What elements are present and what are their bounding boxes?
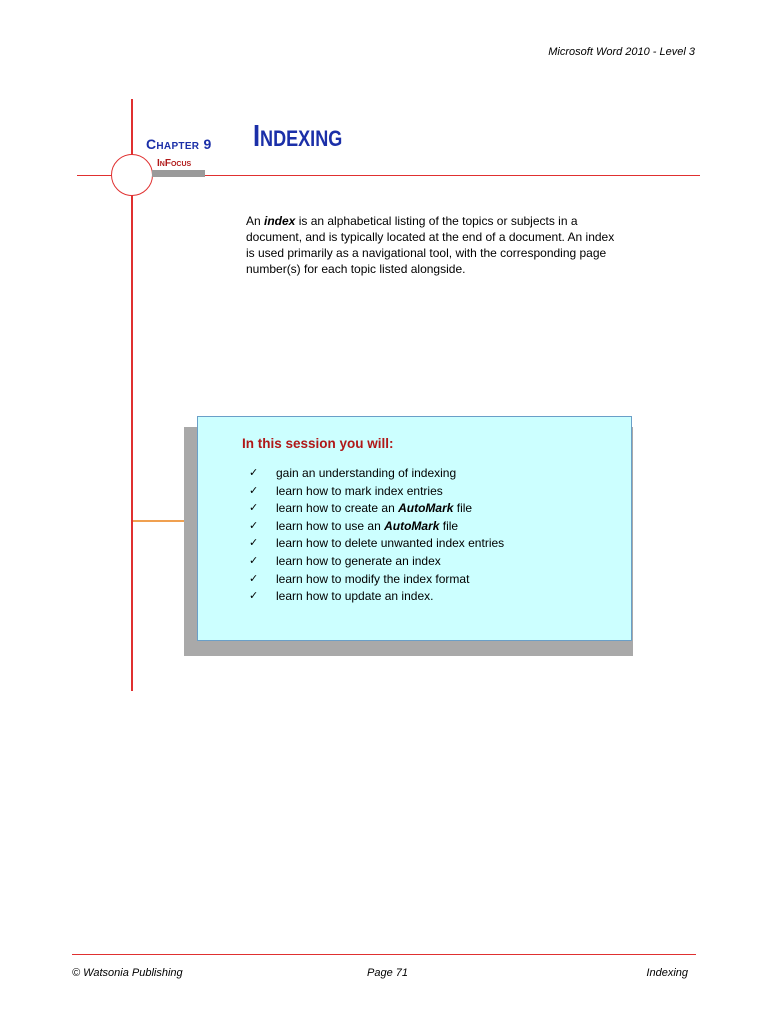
- footer-publisher: © Watsonia Publishing: [72, 967, 183, 979]
- footer-section: Indexing: [646, 967, 688, 979]
- footer-rule: [72, 954, 696, 955]
- checkmark-icon: ✓: [249, 590, 259, 603]
- objective-text-part: learn how to use an: [276, 518, 385, 533]
- objectives-list: [249, 465, 504, 606]
- objective-item: [249, 518, 504, 536]
- objective-text-part: file: [453, 501, 473, 516]
- objective-item: [249, 483, 504, 501]
- objective-text: [276, 465, 456, 483]
- objective-item: [249, 500, 504, 518]
- box-connector-line: [133, 520, 184, 522]
- infocus-bar: [152, 170, 205, 177]
- checkmark-icon: ✓: [249, 502, 259, 515]
- objective-text-part: learn how to delete unwanted index entries: [276, 536, 505, 551]
- checkmark-icon: ✓: [249, 484, 259, 497]
- objective-text: [276, 483, 443, 501]
- checkmark-icon: ✓: [249, 519, 259, 532]
- footer-page-number: Page 71: [367, 967, 408, 979]
- objective-text: [276, 518, 458, 536]
- objective-text-part: learn how to create an: [276, 501, 399, 516]
- objective-text: [276, 588, 433, 606]
- chapter-title: Indexing: [253, 118, 343, 153]
- intro-term: index: [264, 214, 296, 228]
- chapter-number: Chapter 9: [146, 136, 212, 152]
- objective-text: [276, 553, 441, 571]
- checkmark-icon: ✓: [249, 537, 259, 550]
- objective-text: [276, 500, 472, 518]
- objective-text-part: learn how to generate an index: [276, 553, 441, 568]
- session-heading: In this session you will:: [242, 436, 394, 451]
- objective-item: [249, 465, 504, 483]
- objective-text-part: gain an understanding of indexing: [276, 466, 457, 480]
- infocus-label: InFocus: [157, 158, 192, 169]
- objective-item: [249, 553, 504, 571]
- intro-text-after: is an alphabetical listing of the topics or subjects in a document, and is typically located at the end of a document. An index is used primarily as a navigational tool, with the corresponding page number(s) for each topic listed alongside.: [246, 214, 615, 276]
- objective-item: [249, 535, 504, 553]
- objective-text-part: file: [439, 518, 459, 533]
- objective-text-part: learn how to mark index entries: [276, 483, 443, 498]
- objective-text-part: learn how to update an index.: [276, 589, 434, 604]
- objective-emphasis: AutoMark: [384, 518, 440, 533]
- intro-paragraph: [246, 213, 616, 277]
- objective-text-part: learn how to modify the index format: [276, 571, 470, 586]
- checkmark-icon: ✓: [249, 467, 259, 479]
- objective-text: [276, 571, 469, 589]
- checkmark-icon: ✓: [249, 554, 259, 567]
- running-header: Microsoft Word 2010 - Level 3: [548, 46, 695, 58]
- intro-text-before: An: [246, 214, 265, 228]
- objective-text: [276, 535, 504, 553]
- objective-emphasis: AutoMark: [398, 501, 454, 516]
- circle-ornament: [111, 154, 153, 196]
- objective-item: [249, 571, 504, 589]
- checkmark-icon: ✓: [249, 572, 259, 585]
- objective-item: [249, 588, 504, 606]
